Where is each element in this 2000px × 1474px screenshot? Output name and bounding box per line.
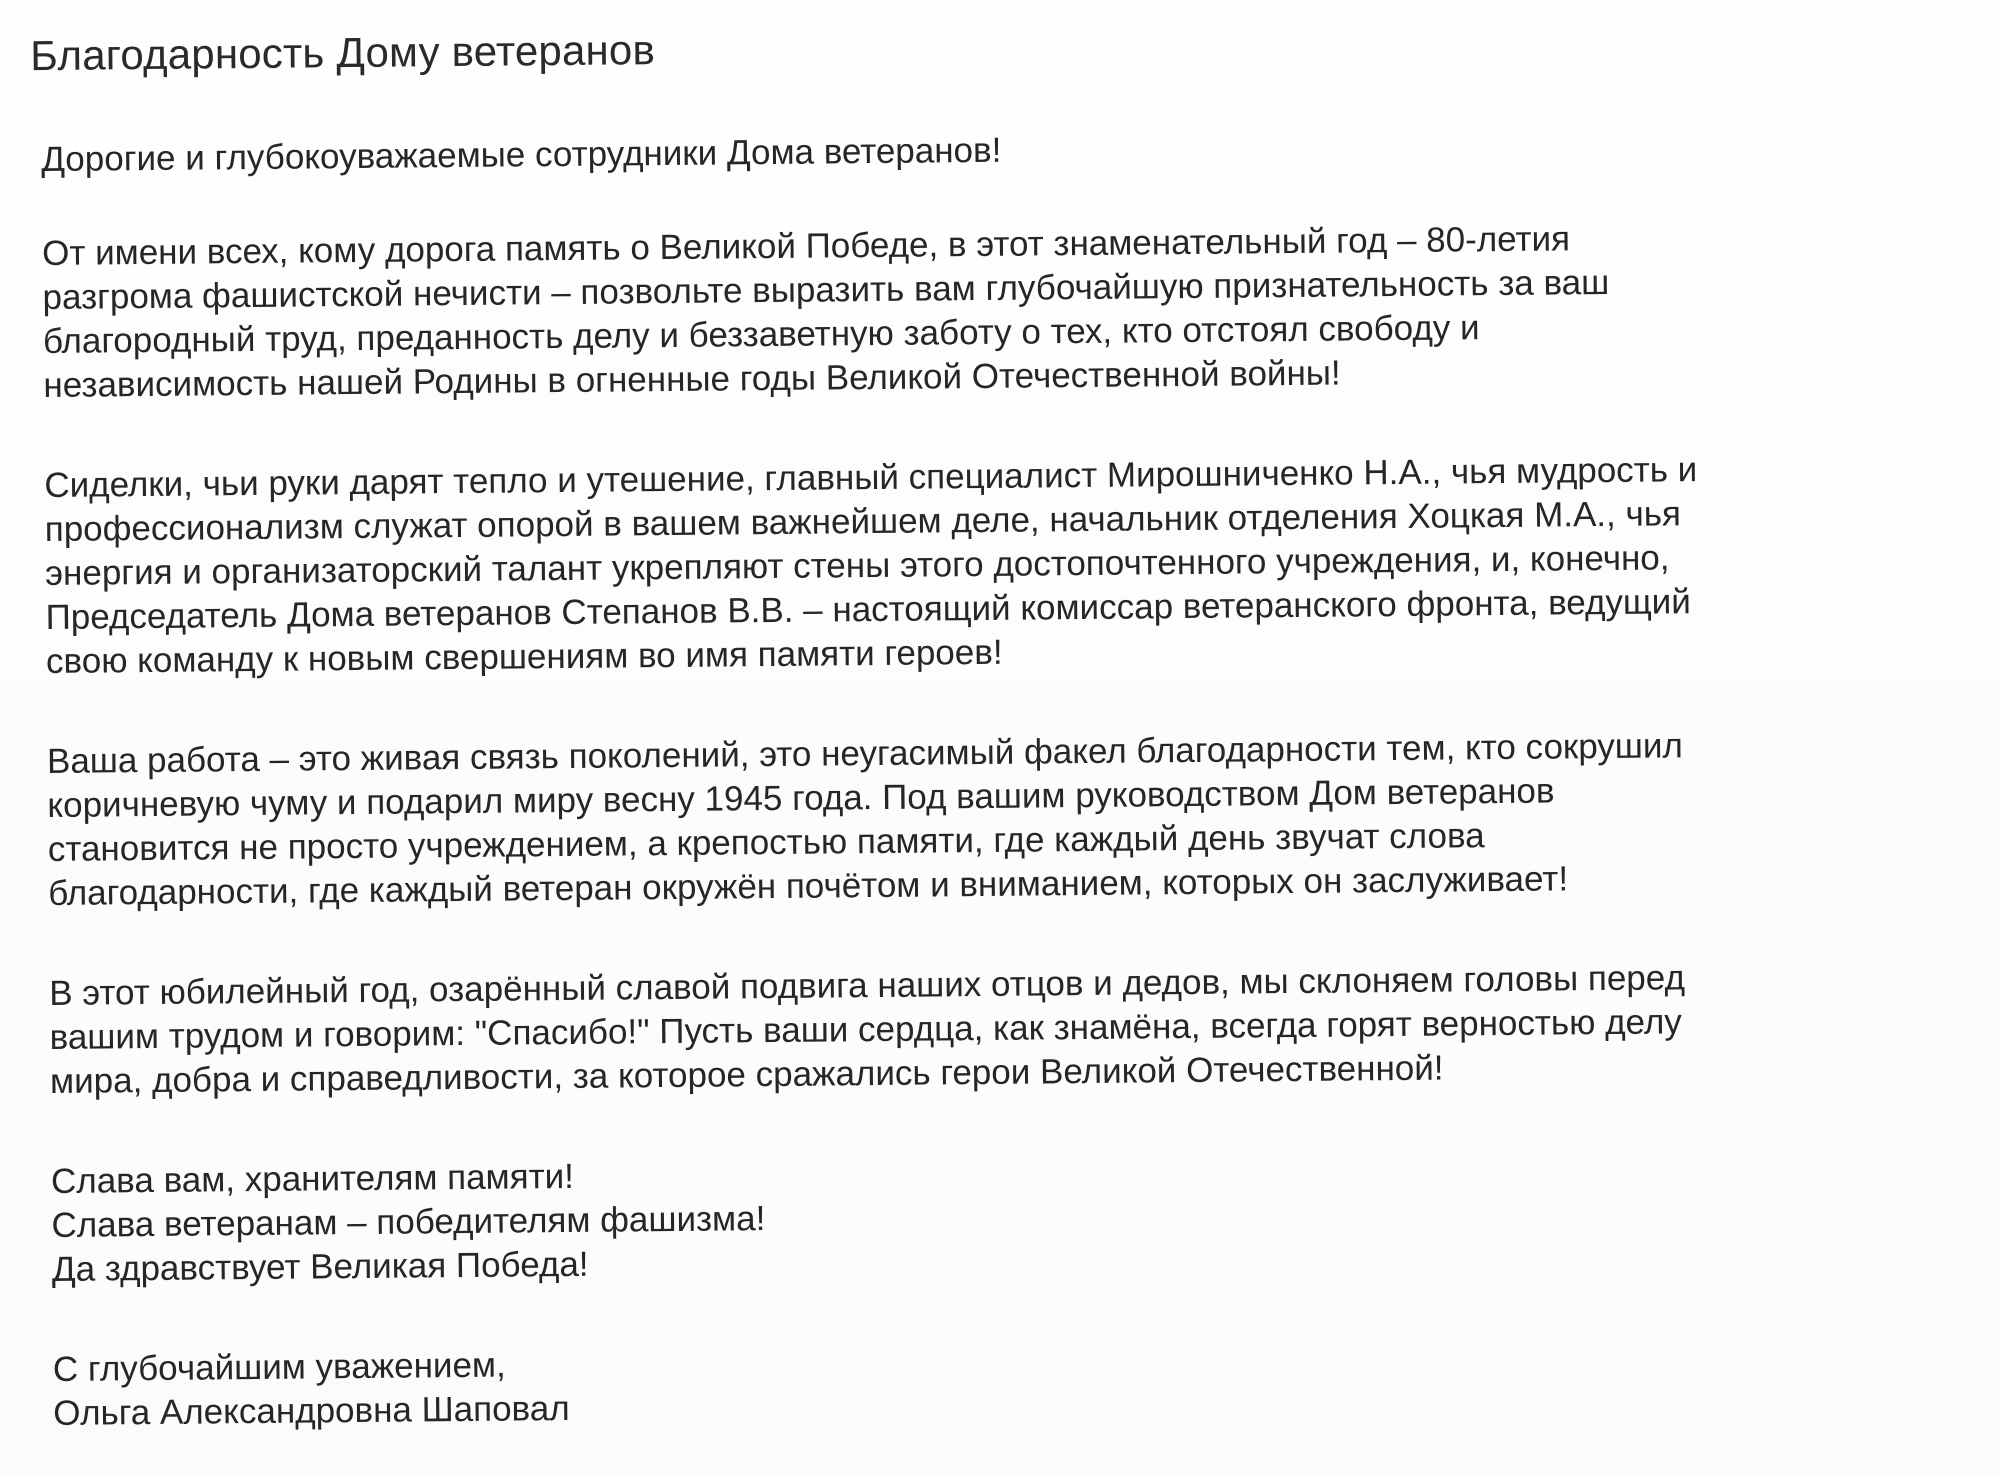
paragraph-4-line: мира, добра и справедливости, за которое сражались герои Великой Отечественной! bbox=[49, 1048, 1444, 1101]
paragraph-3-line: коричневую чуму и подарил миру весну 1945 года. Под вашим руководством Дом ветеранов bbox=[47, 771, 1555, 825]
paragraph-4-line: В этот юбилейный год, озарённый славой подвига наших отцов и дедов, мы склоняем головы перед bbox=[49, 958, 1686, 1013]
paragraph-3-line: благодарности, где каждый ветеран окружён почётом и вниманием, которых он заслуживает! bbox=[48, 859, 1569, 913]
paragraph-1-line: От имени всех, кому дорога память о Великой Победе, в этот знаменательный год – 80-летия bbox=[41, 219, 1571, 273]
document-body bbox=[30, 14, 1973, 1436]
paragraph-2-line: Председатель Дома ветеранов Степанов В.В. – настоящий комиссар ветеранского фронта, ведущий bbox=[45, 582, 1691, 637]
slogan-line: Да здравствует Великая Победа! bbox=[51, 1244, 589, 1289]
paragraph-1 bbox=[42, 214, 1964, 408]
signature-name: Ольга Александровна Шаповал bbox=[53, 1388, 570, 1433]
paragraph-1-line: разгрома фашистской нечисти – позвольте выразить вам глубочайшую признательность за ваш bbox=[42, 262, 1610, 317]
paragraph-4-line: вашим трудом и говорим: "Спасибо!" Пусть ваши сердца, как знамёна, всегда горят верностью делу bbox=[49, 1002, 1682, 1057]
paragraph-1-line: благородный труд, преданность делу и беззаветную заботу о тех, кто отстоял свободу и bbox=[42, 308, 1480, 361]
greeting: Дорогие и глубокоуважаемые сотрудники Дома ветеранов! bbox=[41, 130, 1002, 179]
paragraph-3-line: Ваша работа – это живая связь поколений, это неугасимый факел благодарности тем, кто сокрушил bbox=[46, 726, 1684, 781]
slogan-line: Слава ветеранам – победителям фашизма! bbox=[51, 1199, 766, 1245]
paragraph-2-line: свою команду к новым свершениям во имя памяти героев! bbox=[45, 632, 1003, 681]
paragraph-4 bbox=[49, 954, 1970, 1104]
slogans bbox=[51, 1142, 1972, 1292]
paragraph-2-line: профессионализм служат опорой в вашем важнейшем деле, начальник отделения Хоцкая М.А., чья bbox=[44, 494, 1682, 549]
document-title: Благодарность Дому ветеранов bbox=[30, 26, 656, 80]
closing-signature bbox=[53, 1330, 1974, 1436]
paragraph-1-line: независимость нашей Родины в огненные годы Великой Отечественной войны! bbox=[43, 353, 1341, 405]
paragraph-2-line: Сиделки, чьи руки дарят тепло и утешение, главный специалист Мирошниченко Н.А., чья мудрость и bbox=[44, 450, 1698, 505]
paragraph-2 bbox=[44, 446, 1966, 684]
slogan-line: Слава вам, хранителям памяти! bbox=[50, 1156, 575, 1201]
closing-line: С глубочайшим уважением, bbox=[52, 1345, 506, 1389]
paragraph-3-line: становится не просто учреждением, а крепостью памяти, где каждый день звучат слова bbox=[47, 816, 1485, 869]
paragraph-2-line: энергия и организаторский талант укрепляют стены этого достопочтенного учреждения, и, конечно, bbox=[45, 538, 1670, 593]
paragraph-3 bbox=[47, 722, 1969, 916]
